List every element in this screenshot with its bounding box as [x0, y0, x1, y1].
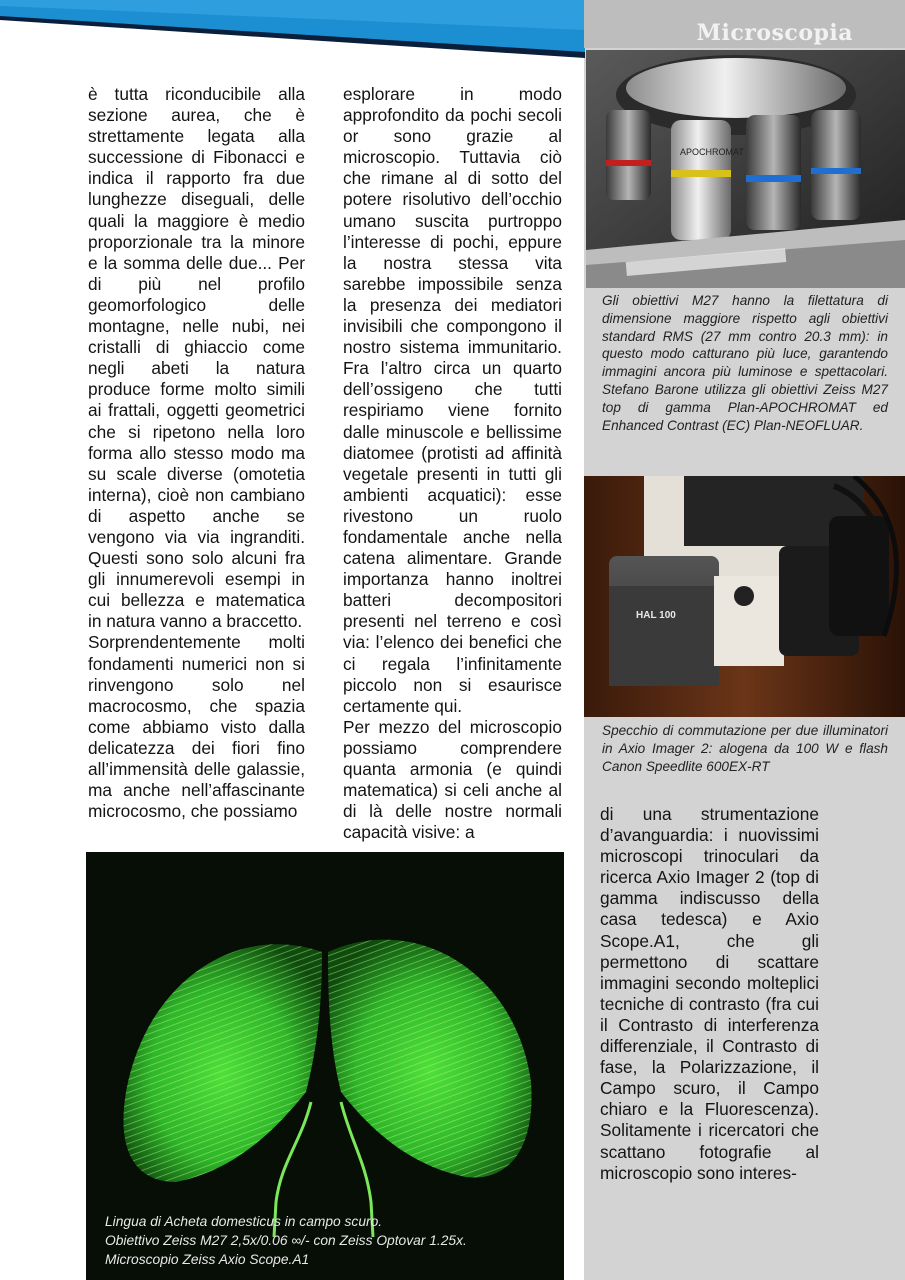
text-column-2 [343, 84, 562, 843]
paragraph: Sorprendentemente molti fondamenti numerici non si rinvengono solo nel macrocosmo, che spazia come abbiamo visto dalla delicatezza dei fiori fino all’immensità delle galassie, ma anche nell’affascinante microcosmo, che possiamo [88, 632, 305, 822]
caption-line: Obiettivo Zeiss M27 2,5x/0.06 ∞/- con Zeiss Optovar 1.25x. [105, 1233, 467, 1248]
caption-cricket-tongue [105, 1212, 555, 1269]
text-column-1 [88, 84, 305, 822]
section-header [584, 0, 905, 48]
text-column-3 [600, 804, 819, 1184]
caption-line: Lingua di Acheta domesticus in campo scuro. [105, 1214, 383, 1229]
paragraph: è tutta riconducibile alla sezione aurea, che è strettamente legata alla successione di Fibonacci e indica il rapporto fra due lunghezze diseguali, delle quali la maggiore è medio proporzionale tra la minore e la somma delle due... Per di più nel profilo geomorfologico delle montagne, nelle nubi, nei cristalli di ghiaccio come negli abeti la natura produce forme molto simili ai frattali, oggetti geometrici che si ripetono nella loro forma allo stesso modo ma su scale diverse (omotetia interna), cioè non cambiano di aspetto anche se vengono via via ingranditi. Questi sono solo alcuni fra gli innumerevoli esempi in cui bellezza e matematica in natura vanno a braccetto. [88, 84, 305, 632]
lamp-label: HAL 100 [636, 610, 676, 621]
caption-line: Microscopio Zeiss Axio Scope.A1 [105, 1252, 310, 1267]
header-banner [0, 0, 585, 58]
microscope-objectives-photo [586, 50, 905, 288]
paragraph: di una strumentazione d’avanguardia: i nuovissimi microscopi trinoculari da ricerca Axio Imager 2 (top di gamma indiscusso della casa tedesca) e Axio Scope.A1, che gli permettono di scattare immagini secondo molteplici tecniche di contrasto (fra cui il Contrasto di interferenza differenziale, il Contrasto di fase, la Polarizzazione, il Campo scuro, il Campo chiaro e la Fluorescenza). Solitamente i ricercatori che scattano fotografie al microscopio sono interes- [600, 804, 819, 1183]
section-title: Microscopia [696, 20, 853, 46]
lens-label: APOCHROMAT [680, 147, 744, 157]
caption-objectives: Gli obiettivi M27 hanno la filettatura di dimensione maggiore rispetto agli obiettivi standard RMS (27 mm contro 20.3 mm): in questo modo catturano più luce, garantendo immagini ancora più luminose e spettacolari. Stefano Barone utilizza gli obiettivi Zeiss M27 top di gamma Plan-APOCHROMAT ed Enhanced Contrast (EC) Plan-NEOFLUAR. [602, 293, 888, 433]
paragraph: esplorare in modo approfondito da pochi secoli or sono grazie al microscopio. Tuttavia ciò che rimane al di sotto del potere risolutivo dell’occhio umano suscita purtroppo l’interesse di pochi, eppure la nostra stessa vita sarebbe impossibile senza la presenza dei mediatori invisibili che compongono il nostro sistema immunitario. Fra l’altro circa un quarto dell’ossigeno che tutti respiriamo viene fornito dalle minuscole e bellissime diatomee (protisti ad affinità vegetale presenti in tutti gli ambienti acquatici): esse rivestono un ruolo fondamentale anche nella catena alimentare. Grande importanza hanno inoltrei batteri decompositori presenti nel terreno e così via: l’elenco dei benefici che ci regala l’infinitamente piccolo non si esaurisce certamente qui. [343, 84, 562, 716]
hal-lamp-photo [584, 476, 905, 717]
paragraph: Per mezzo del microscopio possiamo comprendere quanta armonia (e quindi matematica) si celi anche al di là delle nostre normali capacità visive: a [343, 716, 562, 843]
caption-mirror: Specchio di commutazione per due illuminatori in Axio Imager 2: alogena da 100 W e flash Canon Speedlite 600EX-RT [602, 723, 888, 774]
